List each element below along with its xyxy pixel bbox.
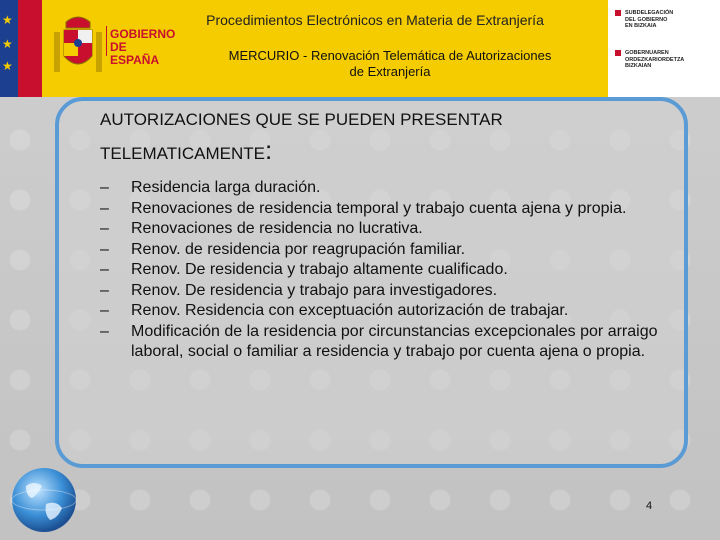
logo-text-line: DEL GOBIERNO xyxy=(625,16,668,23)
logo-text-line: GOBERNUAREN xyxy=(625,50,669,56)
eu-flag-bar xyxy=(0,0,18,97)
list-item-text: Renov. De residencia y trabajo altamente cualificado. xyxy=(131,261,508,278)
subtitle-line: MERCURIO - Renovación Telemática de Autorizaciones xyxy=(228,48,552,63)
list-item xyxy=(100,240,660,261)
list-item xyxy=(100,178,660,199)
flag-red-stripe xyxy=(18,0,42,97)
list-item-text: Residencia larga duración. xyxy=(131,179,321,196)
page-subtitle xyxy=(180,48,600,80)
star-icon: ★ xyxy=(2,59,13,73)
list-item-text: Renov. Residencia con exceptuación autorización de trabajar. xyxy=(131,302,569,319)
list-item xyxy=(100,219,660,240)
logo-emblem xyxy=(615,10,621,16)
dash-bullet: – xyxy=(100,261,109,278)
star-icon: ★ xyxy=(2,13,13,27)
logo-text-line: ORDEZKARIORDETZA xyxy=(625,56,685,63)
subdelegacion-logo xyxy=(615,10,715,90)
heading-line xyxy=(100,135,503,165)
dash-bullet: – xyxy=(100,240,109,258)
list-item xyxy=(100,199,660,220)
logo-text-line: BIZKAIAN xyxy=(625,63,652,69)
dash-bullet: – xyxy=(100,199,109,217)
page-title: Procedimientos Electrónicos en Materia de Extranjería xyxy=(206,12,544,28)
logo-text-line: SUBDELEGACIÓN xyxy=(625,10,674,16)
spain-coat-of-arms-icon xyxy=(50,10,106,82)
list-item xyxy=(100,301,660,322)
subtitle-line: de Extranjería xyxy=(349,64,431,79)
gov-logo-line: GOBIERNO xyxy=(110,27,176,41)
dash-bullet: – xyxy=(100,179,109,196)
page-number: 4 xyxy=(646,500,653,512)
gov-logo-line: DE ESPAÑA xyxy=(110,40,160,67)
dash-bullet: – xyxy=(100,281,109,299)
globe-icon xyxy=(8,464,80,536)
header xyxy=(0,0,720,97)
dash-bullet: – xyxy=(100,302,109,319)
list-item xyxy=(100,260,660,281)
list-item-text: Renov. de residencia por reagrupación familiar. xyxy=(131,240,466,258)
list-item-text: Renovaciones de residencia no lucrativa. xyxy=(131,220,423,237)
dash-bullet: – xyxy=(100,220,109,237)
list-item-text: Modificación de la residencia por circunstancias excepcionales por arraigo laboral, social o familiar a residencia y trabajo por cuenta ajena o propia. xyxy=(131,322,658,360)
list-item-text: Renov. De residencia y trabajo para investigadores. xyxy=(131,281,498,299)
list-item xyxy=(100,281,660,302)
list-item xyxy=(100,322,660,363)
logo-divider xyxy=(106,26,107,56)
gobierno-de-espana-logo xyxy=(110,27,176,67)
list-item-text: Renovaciones de residencia temporal y trabajo cuenta ajena y propia. xyxy=(131,199,627,217)
logo-text-line: EN BIZKAIA xyxy=(625,23,657,29)
heading-colon: : xyxy=(264,135,273,165)
section-heading xyxy=(100,110,503,164)
heading-line: AUTORIZACIONES QUE SE PUEDEN PRESENTAR xyxy=(100,110,503,129)
subdelegacion-text xyxy=(625,10,705,30)
dash-bullet: – xyxy=(100,322,109,340)
heading-text: TELEMATICAMENTE xyxy=(100,144,265,163)
authorization-list xyxy=(100,178,660,363)
star-icon: ★ xyxy=(2,37,13,51)
ordezkariordetza-text xyxy=(625,50,705,70)
logo-emblem xyxy=(615,50,621,56)
